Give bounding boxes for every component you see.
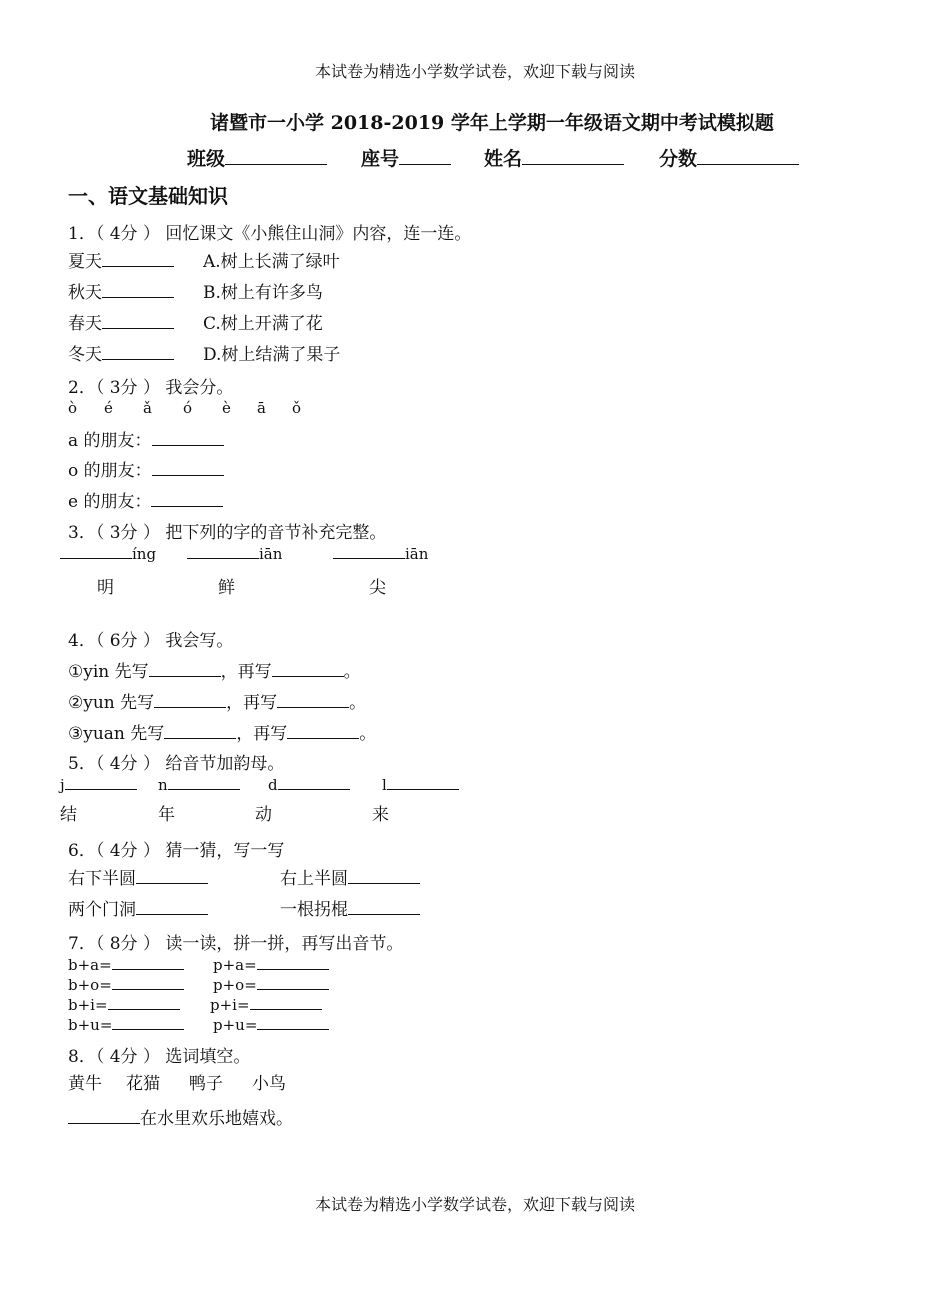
q5-initial[interactable]: l — [382, 776, 459, 794]
q7-left[interactable]: b+o= — [68, 976, 184, 994]
exam-title: 诸暨市一小学 2018-2019 学年上学期一年级语文期中考试模拟题 — [210, 112, 774, 134]
q2-letter: é — [104, 399, 113, 417]
section-title: 一、语文基础知识 — [68, 184, 228, 208]
q4-row[interactable]: ①yin 先写 ，再写 。 — [68, 662, 361, 682]
q5-char: 来 — [372, 805, 389, 825]
q3-syllable[interactable]: íng — [60, 545, 156, 563]
q5-char: 结 — [60, 805, 77, 825]
q1-row[interactable]: 春天 — [68, 309, 174, 334]
q4-row[interactable]: ②yun 先写 ，再写 。 — [68, 693, 367, 713]
q7-left[interactable]: b+a= — [68, 956, 184, 974]
q2-letter: ǎ — [143, 399, 152, 417]
q5-initial[interactable]: j — [60, 776, 137, 794]
q2-letter: ó — [183, 399, 193, 417]
q6-item[interactable]: 两个门洞 — [68, 895, 208, 920]
q8-sentence[interactable]: 在水里欢乐地嬉戏。 — [68, 1104, 293, 1129]
q3-syllable[interactable]: iān — [187, 545, 282, 563]
q7-right[interactable]: p+u= — [213, 1016, 329, 1034]
q1-option: A.树上长满了绿叶 — [203, 252, 340, 272]
page-footer: 本试卷为精选小学数学试卷，欢迎下载与阅读 — [314, 1195, 635, 1214]
q2-letter: ǒ — [292, 399, 302, 417]
q7-right[interactable]: p+a= — [213, 956, 329, 974]
q7-left[interactable]: b+i= — [68, 996, 180, 1014]
score-field[interactable]: 分数 — [659, 144, 799, 171]
q7-right[interactable]: p+i= — [210, 996, 322, 1014]
q6-item[interactable]: 右上半圆 — [280, 864, 420, 889]
q1-row[interactable]: 秋天 — [68, 278, 174, 303]
q8-word: 小鸟 — [252, 1074, 286, 1094]
q8-word: 花猫 — [126, 1074, 160, 1094]
q8-word: 黄牛 — [68, 1074, 102, 1094]
name-field[interactable]: 姓名 — [484, 144, 624, 171]
q3-char: 尖 — [369, 578, 386, 598]
q7-right[interactable]: p+o= — [213, 976, 329, 994]
question-8-title: 8．（ 4分 ） 选词填空。 — [68, 1047, 251, 1067]
q5-char: 年 — [158, 805, 175, 825]
q2-row[interactable]: e 的朋友： — [68, 487, 223, 512]
question-3-title: 3．（ 3分 ） 把下列的字的音节补充完整。 — [68, 523, 387, 543]
question-2-title: 2．（ 3分 ） 我会分。 — [68, 378, 234, 398]
seat-field[interactable]: 座号 — [361, 144, 451, 171]
q5-initial[interactable]: d — [268, 776, 350, 794]
question-4-title: 4．（ 6分 ） 我会写。 — [68, 631, 234, 651]
q2-row[interactable]: a 的朋友： — [68, 426, 224, 451]
question-1-title: 1．（ 4分 ） 回忆课文《小熊住山洞》内容，连一连。 — [68, 224, 472, 244]
q3-char: 明 — [97, 578, 114, 598]
q3-char: 鲜 — [218, 578, 235, 598]
q1-row[interactable]: 夏天 — [68, 247, 174, 272]
q1-option: B.树上有许多鸟 — [203, 283, 323, 303]
question-5-title: 5．（ 4分 ） 给音节加韵母。 — [68, 754, 285, 774]
q2-letter: è — [222, 399, 231, 417]
q1-option: C.树上开满了花 — [203, 314, 323, 334]
q8-word: 鸭子 — [189, 1074, 223, 1094]
question-7-title: 7．（ 8分 ） 读一读，拼一拼，再写出音节。 — [68, 934, 404, 954]
q5-initial[interactable]: n — [158, 776, 240, 794]
q2-row[interactable]: o 的朋友： — [68, 456, 224, 481]
q7-left[interactable]: b+u= — [68, 1016, 184, 1034]
page-header: 本试卷为精选小学数学试卷，欢迎下载与阅读 — [314, 62, 635, 81]
question-6-title: 6．（ 4分 ） 猜一猜，写一写 — [68, 841, 285, 861]
q2-letter: ā — [257, 399, 266, 417]
q1-option: D.树上结满了果子 — [203, 345, 341, 365]
q2-letter: ò — [68, 399, 78, 417]
q6-item[interactable]: 右下半圆 — [68, 864, 208, 889]
q6-item[interactable]: 一根拐棍 — [280, 895, 420, 920]
class-field[interactable]: 班级 — [187, 144, 327, 171]
q1-row[interactable]: 冬天 — [68, 340, 174, 365]
q4-row[interactable]: ③yuan 先写 ，再写 。 — [68, 724, 377, 744]
q3-syllable[interactable]: iān — [333, 545, 428, 563]
q5-char: 动 — [255, 805, 272, 825]
